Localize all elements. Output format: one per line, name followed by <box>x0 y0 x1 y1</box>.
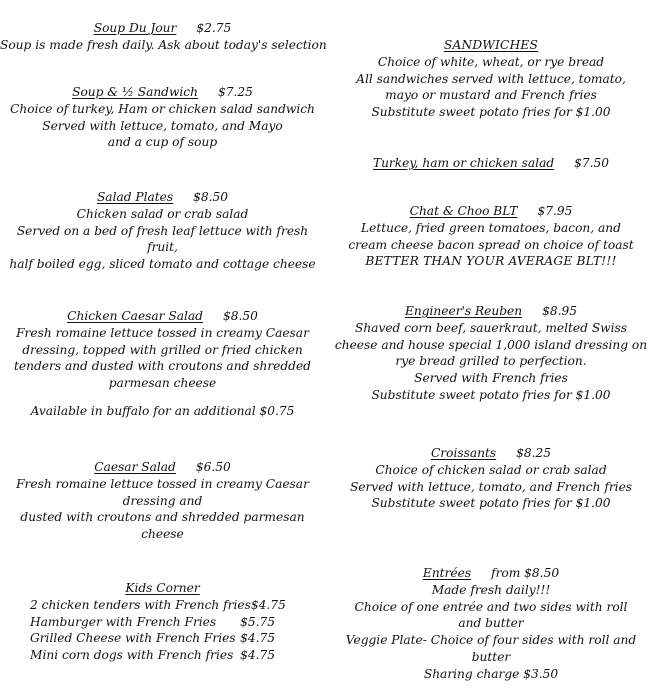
sandwiches-title: SANDWICHES <box>443 38 539 52</box>
entrees-desc-5: butter <box>471 649 511 664</box>
caesar-desc-2: dressing and <box>122 493 203 508</box>
reuben-desc-2: cheese and house special 1,000 island dressing on <box>334 337 648 352</box>
kids-item-price: $5.75 <box>240 614 275 629</box>
caesar-title: Caesar Salad <box>94 460 176 474</box>
soup-sandwich-desc-2: Served with lettuce, tomato, and Mayo <box>42 118 283 133</box>
kids-row <box>0 647 325 664</box>
chat-choo-section <box>332 203 650 270</box>
chicken-caesar-desc-4: parmesan cheese <box>108 376 217 391</box>
reuben-desc-1: Shaved corn beef, sauerkraut, melted Swiss <box>354 320 628 335</box>
salad-plates-heading <box>0 189 325 206</box>
chat-choo-title: Chat & Choo BLT <box>409 204 518 218</box>
turkey-heading <box>332 155 650 172</box>
kids-item-name: Mini corn dogs with French fries <box>30 648 234 663</box>
chat-choo-heading <box>332 203 650 220</box>
salad-plates-section <box>0 189 325 273</box>
caesar-heading <box>0 459 325 476</box>
soup-sandwich-desc-3: and a cup of soup <box>107 135 218 150</box>
croissants-section <box>332 445 650 512</box>
croissants-desc-1: Choice of chicken salad or crab salad <box>375 462 607 477</box>
kids-item-name: 2 chicken tenders with French fries <box>30 597 251 612</box>
soup-section <box>0 20 325 54</box>
salad-plates-desc-1: Chicken salad or crab salad <box>76 206 249 221</box>
chicken-caesar-desc-2: dressing, topped with grilled or fried chicken <box>22 342 303 357</box>
chat-choo-desc-2: cream cheese bacon spread on choice of toast <box>348 237 634 252</box>
kids-section <box>0 580 325 664</box>
kids-item-price: $4.75 <box>240 631 275 646</box>
kids-title: Kids Corner <box>125 581 200 595</box>
reuben-title: Engineer's Reuben <box>404 304 523 318</box>
caesar-section <box>0 459 325 543</box>
turkey-price: $7.50 <box>574 156 610 170</box>
kids-heading <box>0 580 325 597</box>
salad-plates-desc-4: half boiled egg, sliced tomato and cottage cheese <box>9 257 316 272</box>
kids-row <box>0 630 325 647</box>
croissants-price: $8.25 <box>516 446 552 460</box>
entrees-title: Entrées <box>422 566 472 580</box>
kids-row <box>0 614 325 631</box>
chicken-caesar-desc-1: Fresh romaine lettuce tossed in creamy Caesar <box>16 325 309 340</box>
chicken-caesar-section <box>0 308 325 420</box>
kids-row <box>0 597 325 614</box>
entrees-price: from $8.50 <box>491 566 560 580</box>
soup-sandwich-heading <box>0 84 325 101</box>
soup-price: $2.75 <box>196 21 232 35</box>
entrees-desc-6: Sharing charge $3.50 <box>423 666 559 681</box>
soup-sandwich-section <box>0 84 325 151</box>
reuben-desc-5: Substitute sweet potato fries for $1.00 <box>371 387 611 402</box>
sandwiches-heading <box>332 37 650 54</box>
entrees-heading <box>332 565 650 582</box>
croissants-desc-2: Served with lettuce, tomato, and French fries <box>349 479 633 494</box>
kids-item-price: $4.75 <box>250 597 286 612</box>
entrees-section <box>332 565 650 683</box>
kids-item-name: Grilled Cheese with French Fries <box>30 631 236 646</box>
caesar-desc-3: dusted with croutons and shredded parmesan <box>20 510 305 525</box>
soup-heading <box>0 20 325 37</box>
sandwiches-desc-4: Substitute sweet potato fries for $1.00 <box>371 105 611 120</box>
caesar-price: $6.50 <box>195 460 231 474</box>
reuben-price: $8.95 <box>542 304 578 318</box>
salad-plates-title: Salad Plates <box>96 190 174 204</box>
soup-sandwich-title: Soup & ½ Sandwich <box>72 85 198 99</box>
sandwiches-desc-2: All sandwiches served with lettuce, tomato, <box>356 71 626 86</box>
chicken-caesar-note: Available in buffalo for an additional $0.75 <box>30 403 295 418</box>
soup-sandwich-price: $7.25 <box>218 85 253 99</box>
soup-desc: Soup is made fresh daily. Ask about today's selection <box>0 37 327 52</box>
chicken-caesar-title: Chicken Caesar Salad <box>67 309 203 323</box>
entrees-desc-1: Made fresh daily!!! <box>431 582 551 597</box>
caesar-desc-1: Fresh romaine lettuce tossed in creamy Caesar <box>16 476 309 491</box>
reuben-heading <box>332 303 650 320</box>
sandwiches-section <box>332 37 650 121</box>
sandwiches-desc-3: mayo or mustard and French fries <box>385 88 597 103</box>
entrees-desc-4: Veggie Plate- Choice of four sides with roll and <box>345 633 637 648</box>
kids-item-price: $4.75 <box>240 648 275 663</box>
soup-title: Soup Du Jour <box>93 21 177 35</box>
salad-plates-price: $8.50 <box>193 190 229 204</box>
croissants-title: Croissants <box>430 446 497 460</box>
reuben-desc-3: rye bread grilled to perfection. <box>395 354 587 369</box>
salad-plates-desc-3: fruit, <box>147 240 178 255</box>
soup-sandwich-desc-1: Choice of turkey, Ham or chicken salad sandwich <box>10 101 315 116</box>
chicken-caesar-desc-3: tenders and dusted with croutons and shredded <box>14 359 311 374</box>
entrees-desc-3: and butter <box>458 616 524 631</box>
caesar-desc-4: cheese <box>141 527 184 542</box>
croissants-desc-3: Substitute sweet potato fries for $1.00 <box>371 496 611 511</box>
chicken-caesar-price: $8.50 <box>222 309 258 323</box>
chicken-caesar-heading <box>0 308 325 325</box>
croissants-heading <box>332 445 650 462</box>
turkey-section <box>332 155 650 172</box>
chat-choo-desc-1: Lettuce, fried green tomatoes, bacon, and <box>361 220 621 235</box>
chat-choo-price: $7.95 <box>537 204 573 218</box>
turkey-title: Turkey, ham or chicken salad <box>372 156 555 170</box>
salad-plates-desc-2: Served on a bed of fresh leaf lettuce with fresh <box>16 223 309 238</box>
entrees-desc-2: Choice of one entrée and two sides with roll <box>354 599 628 614</box>
sandwiches-desc-1: Choice of white, wheat, or rye bread <box>377 54 605 69</box>
chat-choo-desc-3: BETTER THAN YOUR AVERAGE BLT!!! <box>365 254 617 269</box>
reuben-section <box>332 303 650 404</box>
kids-item-name: Hamburger with French Fries <box>30 614 217 629</box>
reuben-desc-4: Served with French fries <box>414 371 568 386</box>
